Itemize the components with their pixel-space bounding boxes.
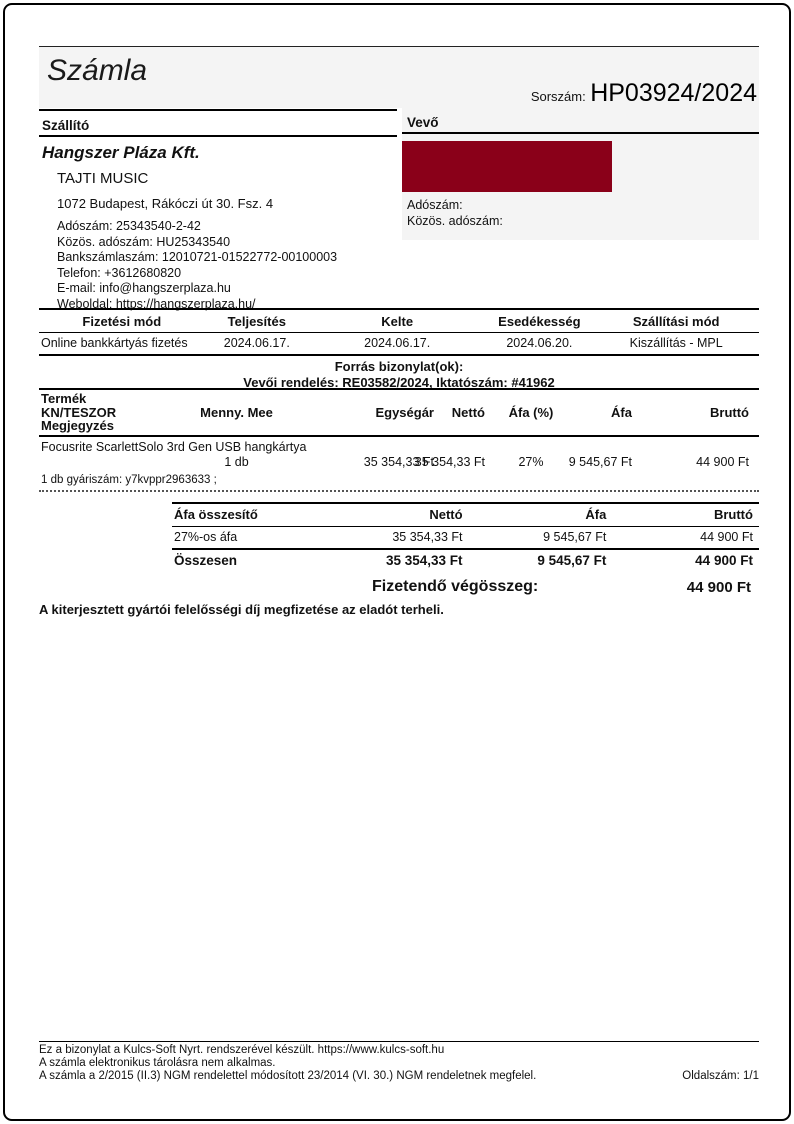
- grand-total-label: Fizetendő végösszeg:: [372, 578, 539, 595]
- footer-page-number: Oldalszám: 1/1: [682, 1069, 759, 1082]
- source-documents: [39, 356, 759, 390]
- grand-total-value: 44 900 Ft: [686, 579, 751, 596]
- items-header-line2: [39, 406, 759, 420]
- payment-due-date: 2024.06.20.: [506, 336, 573, 350]
- vat-total-net: 35 354,33 Ft: [385, 553, 463, 568]
- supplier-website: Weboldal: https://hangszerplaza.hu/: [57, 296, 256, 311]
- payment-header-fulfillment: Teljesítés: [227, 314, 286, 329]
- payment-value-row: [39, 333, 759, 356]
- vat-summary-header-gross: Bruttó: [713, 507, 753, 522]
- buyer-section: [402, 108, 759, 240]
- footer: [39, 1041, 759, 1082]
- supplier-tax-number: Adószám: 25343540-2-42: [57, 219, 201, 233]
- source-documents-title: Forrás bizonylat(ok):: [334, 359, 464, 374]
- vat-total-vat: 9 545,67 Ft: [537, 553, 607, 568]
- invoice-title: Számla: [47, 54, 148, 87]
- vat-summary-header-label: Áfa összesítő: [174, 507, 258, 522]
- vat-summary-header-row: [172, 502, 759, 527]
- buyer-eu-tax-label: Közös. adószám:: [407, 214, 503, 228]
- buyer-details: [402, 192, 759, 229]
- payment-header-row: [39, 308, 759, 333]
- vat-summary-header-net: Nettó: [429, 507, 463, 522]
- items-header-vat-percent: Áfa (%): [508, 404, 554, 420]
- items-header-qty: Menny. Mee: [200, 404, 273, 420]
- items-header: [39, 388, 759, 437]
- invoice-content: [39, 5, 759, 1119]
- items-header-line3: [39, 419, 759, 433]
- item-unit-price: 35 354,33 Ft: [363, 454, 434, 469]
- items-header-kn-teszor: KN/TESZOR: [41, 404, 117, 420]
- vat-summary-row: [172, 527, 759, 550]
- buyer-header: Vevő: [402, 108, 759, 134]
- footer-software-note: Ez a bizonylat a Kulcs-Soft Nyrt. rendszerével készült. https://www.kulcs-soft.hu: [39, 1044, 445, 1056]
- item-row: [39, 437, 759, 492]
- item-net: 35 354,33 Ft: [414, 454, 485, 469]
- vat-summary-table: [172, 502, 759, 572]
- vat-summary-header-vat: Áfa: [585, 507, 607, 522]
- footer-regulation-row: [39, 1070, 759, 1083]
- supplier-address: 1072 Budapest, Rákóczi út 30. Fsz. 4: [57, 196, 274, 211]
- source-documents-detail: Vevői rendelés: RE03582/2024, Iktatószám: #41962: [243, 374, 555, 390]
- payment-fulfillment-date: 2024.06.17.: [223, 336, 290, 350]
- item-vat: 9 545,67 Ft: [568, 454, 632, 469]
- footer-storage-note: A számla elektronikus tárolásra nem alkalmas.: [39, 1056, 276, 1069]
- items-header-note: Megjegyzés: [41, 418, 114, 433]
- vat-row-net: 35 354,33 Ft: [392, 530, 463, 544]
- supplier-details: [39, 211, 397, 313]
- buyer-redaction-box: [402, 141, 612, 192]
- serial-number-group: [531, 79, 757, 108]
- grand-total-row: [39, 578, 759, 600]
- header-band: [39, 46, 759, 108]
- buyer-tax-label: Adószám:: [407, 198, 463, 212]
- supplier-bank-account: Bankszámlaszám: 12010721-01522772-00100003: [57, 250, 338, 265]
- supplier-company-name: Hangszer Pláza Kft.: [42, 143, 200, 162]
- item-serial-note: 1 db gyáriszám: y7kvppr2963633 ;: [39, 472, 759, 492]
- supplier-brand-name: TAJTI MUSIC: [57, 170, 149, 187]
- payment-header-due-date: Esedékesség: [498, 314, 581, 329]
- item-qty: 1 db: [224, 454, 249, 469]
- payment-issue-date: 2024.06.17.: [364, 336, 431, 350]
- vat-rate-label: 27%-os áfa: [174, 530, 238, 544]
- payment-header-shipping: Szállítási mód: [632, 314, 720, 329]
- items-table: [39, 388, 759, 492]
- items-header-product: Termék: [41, 391, 87, 406]
- items-header-line1: [39, 392, 759, 406]
- payment-shipping-method: Kiszállítás - MPL: [629, 336, 723, 350]
- item-product-name: Focusrite ScarlettSolo 3rd Gen USB hangkártya: [41, 439, 307, 454]
- supplier-header: Szállító: [39, 111, 397, 137]
- item-values-row: [39, 455, 759, 472]
- payment-method: Online bankkártyás fizetés: [41, 336, 188, 350]
- serial-label: Sorszám:: [530, 89, 586, 104]
- vat-summary-total-row: [172, 550, 759, 572]
- vat-row-vat: 9 545,67 Ft: [543, 530, 607, 544]
- serial-number: HP03924/2024: [590, 79, 757, 107]
- items-header-gross: Bruttó: [710, 404, 749, 420]
- payment-header-issue-date: Kelte: [381, 314, 414, 329]
- supplier-section: [39, 109, 397, 313]
- supplier-email: E-mail: info@hangszerplaza.hu: [57, 281, 231, 296]
- vat-total-label: Összesen: [174, 553, 238, 568]
- payment-header-method: Fizetési mód: [82, 314, 162, 329]
- warranty-note: A kiterjesztett gyártói felelősségi díj megfizetése az eladót terheli.: [39, 602, 444, 617]
- items-header-net: Nettó: [451, 404, 485, 420]
- items-header-unit-price: Egységár: [375, 404, 434, 420]
- vat-total-gross: 44 900 Ft: [695, 553, 753, 568]
- supplier-eu-tax-number: Közös. adószám: HU25343540: [57, 234, 231, 249]
- item-gross: 44 900 Ft: [696, 454, 749, 469]
- item-vat-percent: 27%: [518, 454, 544, 469]
- invoice-page-frame: [3, 3, 791, 1121]
- items-header-vat: Áfa: [611, 404, 632, 420]
- footer-regulation-note: A számla a 2/2015 (II.3) NGM rendelettel módosított 23/2014 (VI. 30.) NGM rendeletnek megfelel.: [39, 1069, 537, 1082]
- payment-table: [39, 308, 759, 390]
- supplier-phone: Telefon: +3612680820: [57, 265, 182, 280]
- vat-row-gross: 44 900 Ft: [700, 530, 753, 544]
